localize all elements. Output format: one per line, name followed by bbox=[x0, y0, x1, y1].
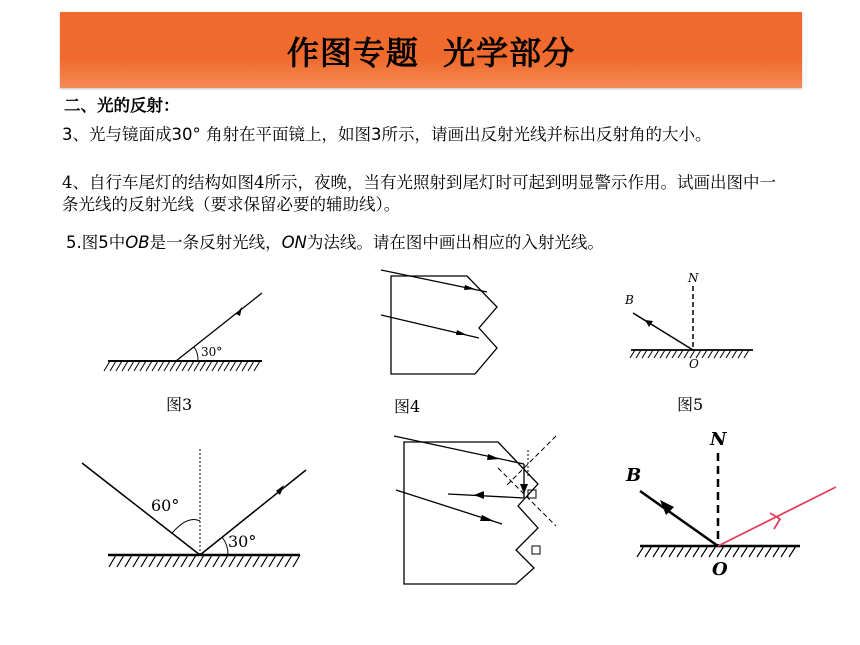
question-3: 3、光与镜面成30° 角射在平面镜上，如图3所示，请画出反射光线并标出反射角的大小。 bbox=[62, 125, 712, 144]
q5-suffix: 为法线。请在图中画出相应的入射光线。 bbox=[306, 233, 604, 252]
answer-figure-3 bbox=[78, 445, 313, 575]
fig5-label-n: N bbox=[688, 271, 699, 285]
fig3-angle-label: 30° bbox=[201, 345, 223, 359]
fig3-caption: 图3 bbox=[166, 395, 193, 414]
answer-figure-4 bbox=[388, 428, 560, 593]
question-5 bbox=[66, 232, 796, 254]
answer-figure-5 bbox=[620, 425, 845, 585]
figure-5 bbox=[625, 268, 765, 378]
q5-on: ON bbox=[281, 233, 307, 252]
figure-4 bbox=[375, 262, 515, 382]
ans5-label-b: B bbox=[626, 465, 642, 486]
fig5-label-o: O bbox=[689, 357, 699, 371]
section-title: 二、光的反射： bbox=[64, 96, 180, 115]
q5-prefix: 5.图5中 bbox=[66, 233, 126, 252]
page-title: 作图专题 光学部分 bbox=[286, 34, 576, 72]
title-banner bbox=[60, 12, 802, 88]
q5-mid: 是一条反射光线， bbox=[149, 233, 282, 252]
ans5-label-n: N bbox=[710, 429, 727, 450]
fig5-label-b: B bbox=[625, 293, 634, 307]
q5-ob: OB bbox=[125, 233, 150, 252]
fig5-caption: 图5 bbox=[677, 395, 704, 414]
ans5-label-o: O bbox=[712, 559, 728, 580]
figure-3 bbox=[100, 285, 270, 380]
ans3-angle-30: 30° bbox=[228, 532, 257, 551]
fig4-caption: 图4 bbox=[394, 397, 421, 416]
question-4: 4、自行车尾灯的结构如图4所示，夜晚，当有光照射到尾灯时可起到明显警示作用。试画出图中一条光线的反射光线（要求保留必要的辅助线）。 bbox=[62, 173, 776, 214]
ans3-angle-60: 60° bbox=[151, 496, 180, 515]
